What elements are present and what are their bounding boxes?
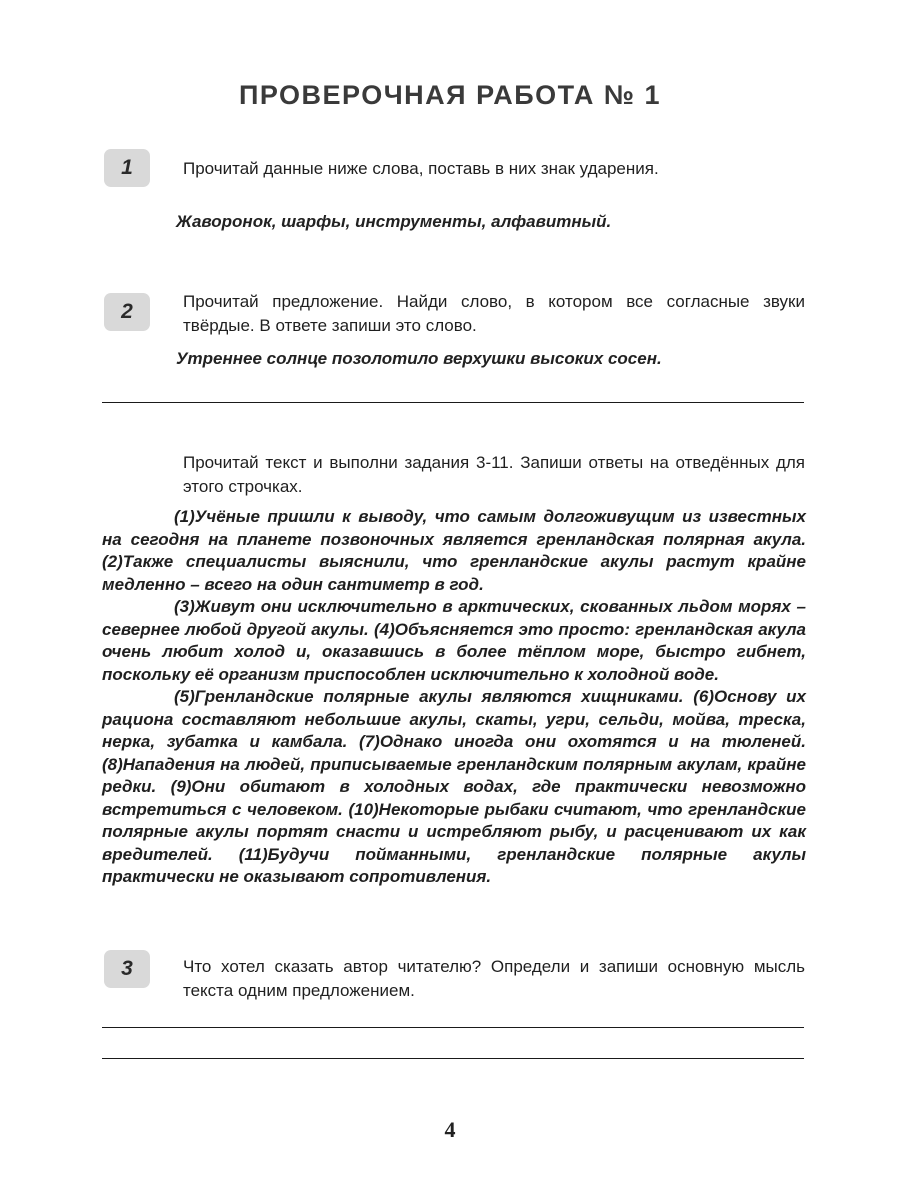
passage-paragraph-2: (3)Живут они исключительно в арктических, скованных льдом морях – севернее любой другой акулы. (4)Объясняется это просто: гренландская акула очень любит холод и, оказавшись в более тёплом море, быстро гибнет, поскольку её организм приспособлен исключительно к холодной воде. [102, 597, 806, 684]
task-number-badge-1: 1 [104, 149, 150, 187]
page-number: 4 [444, 1117, 456, 1142]
task2-instruction: Прочитай предложение. Найди слово, в котором все согласные звуки твёрдые. В ответе запиши это слово. [183, 292, 805, 335]
task-number-badge-2: 2 [104, 293, 150, 331]
answer-line-task3-1[interactable] [102, 1027, 804, 1028]
reading-passage [102, 506, 806, 889]
passage-paragraph-3: (5)Гренландские полярные акулы являются хищниками. (6)Основу их рациона составляют небольшие акулы, скаты, угри, сельди, мойва, треска, нерка, зубатка и камбала. (7)Однако иногда они охотятся и на тюленей. (8)Нападения на людей, приписываемые гренландским полярным акулам, крайне редки. (9)Они обитают в холодных водах, где практически невозможно встретиться с человеком. (10)Некоторые рыбаки считают, что гренландские полярные акулы портят снасти и истребляют рыбу, и расценивают их как вредителей. (11)Будучи пойманными, гренландские полярные акулы практически не оказывают сопротивления. [102, 687, 806, 886]
task3-instruction: Что хотел сказать автор читателю? Определи и запиши основную мысль текста одним предложением. [183, 957, 805, 1000]
task1-words: Жаворонок, шарфы, инструменты, алфавитный. [176, 212, 612, 231]
passage-paragraph-1: (1)Учёные пришли к выводу, что самым долгоживущим из известных на сегодня на планете позвоночных является гренландская полярная акула. (2)Также специалисты выяснили, что гренландские акулы растут крайне медленно – всего на один сантиметр в год. [102, 507, 806, 594]
task-number-badge-3: 3 [104, 950, 150, 988]
answer-line-task2[interactable] [102, 402, 804, 403]
text-intro: Прочитай текст и выполни задания 3-11. Запиши ответы на отведённых для этого строчках. [183, 453, 805, 496]
page-title: ПРОВЕРОЧНАЯ РАБОТА № 1 [238, 80, 662, 110]
answer-line-task3-2[interactable] [102, 1058, 804, 1059]
task1-instruction: Прочитай данные ниже слова, поставь в них знак ударения. [183, 159, 659, 178]
task2-sentence: Утреннее солнце позолотило верхушки высоких сосен. [176, 349, 662, 368]
